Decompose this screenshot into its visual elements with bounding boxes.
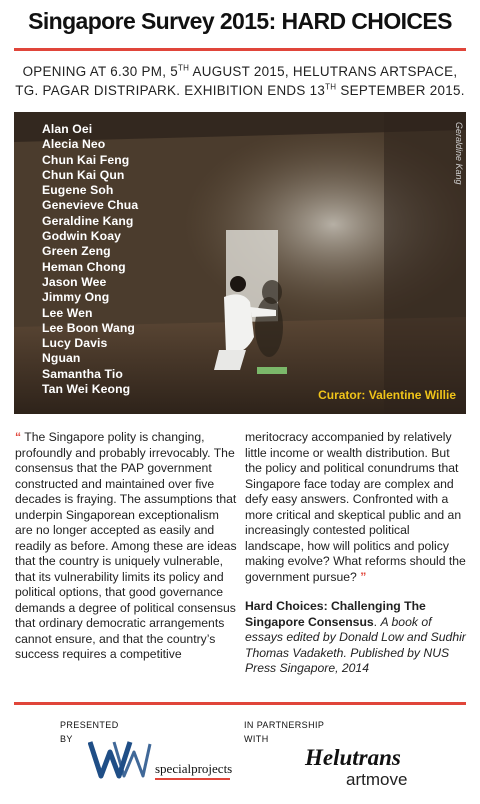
artist-name: Chun Kai Qun bbox=[42, 167, 125, 182]
artist-name: Samantha Tio bbox=[42, 366, 123, 381]
artist-name: Green Zeng bbox=[42, 244, 111, 259]
book-title: Hard Choices: Challenging The Singapore Consensus bbox=[245, 599, 426, 629]
wv-logo bbox=[88, 738, 152, 780]
quote-paragraph-2: meritocracy accompanied by relatively little income or wealth distribution. But the policy and political conundrums that Singapore face today are complex and defy easy answers. Confronted with a more critical and skeptical public and an increasingly contested political landscape, how will politics and policy making evolve? What reforms should the government pursue? ” bbox=[245, 430, 466, 584]
artist-list bbox=[42, 122, 138, 397]
top-divider bbox=[14, 48, 466, 51]
presented-by-label: PRESENTED BY bbox=[60, 720, 119, 744]
artist-name: Alan Oei bbox=[42, 122, 93, 136]
quote-column-right bbox=[245, 430, 467, 677]
partnership-label: IN PARTNERSHIP WITH bbox=[244, 720, 325, 744]
artist-name: Nguan bbox=[42, 351, 81, 366]
photo-credit: Geraldine Kang bbox=[454, 122, 464, 185]
event-line-2: TG. PAGAR DISTRIPARK. EXHIBITION ENDS 13TH SEPTEMBER 2015. bbox=[15, 82, 465, 98]
artist-name: Lucy Davis bbox=[42, 336, 108, 351]
artist-name: Genevieve Chua bbox=[42, 198, 139, 213]
artist-name: Eugene Soh bbox=[42, 183, 114, 198]
event-line-1: OPENING AT 6.30 PM, 5TH AUGUST 2015, HELUTRANS ARTSPACE, bbox=[22, 63, 458, 79]
close-quote-mark: ” bbox=[360, 569, 367, 584]
artmove-logo-text: artmove bbox=[346, 770, 408, 789]
quote-column-left bbox=[15, 430, 237, 663]
artist-name: Alecia Neo bbox=[42, 137, 106, 152]
exhibition-photo bbox=[14, 112, 466, 414]
quote-paragraph-1: “ The Singapore polity is changing, profoundly and probably irrevocably. The consensus that the PAP government constructed and maintained over five decades is fraying. The assumptions that underpin Singaporean exceptionalism are no longer accepted as easily and readily as before. Among these are ideas that the country is uniquely vulnerable, that its vulnerability limits its policy and political options, that good governance demands a degree of political consensus that ordinary democratic arrangements cannot ensure, and that the country’s success requires a competitive bbox=[15, 430, 237, 661]
event-details bbox=[14, 62, 466, 100]
book-citation: Hard Choices: Challenging The Singapore Consensus. A book of essays edited by Donald Low and Sudhir Thomas Vadaketh. Published by NUS Press Singapore, 2014 bbox=[245, 599, 466, 675]
open-quote-mark: “ bbox=[15, 430, 22, 444]
artist-name: Lee Wen bbox=[42, 305, 93, 320]
page-title: Singapore Survey 2015: HARD CHOICES bbox=[28, 8, 452, 34]
curator-label: Curator: Valentine Willie bbox=[318, 388, 456, 402]
artist-name: Tan Wei Keong bbox=[42, 382, 131, 397]
artist-name: Chun Kai Feng bbox=[42, 152, 130, 167]
artist-name: Heman Chong bbox=[42, 259, 126, 274]
helutrans-logo: Helutrans bbox=[305, 745, 401, 770]
footer-divider bbox=[14, 702, 466, 705]
special-projects-underline bbox=[155, 778, 230, 780]
artist-name: Jimmy Ong bbox=[42, 290, 110, 305]
artist-name: Godwin Koay bbox=[42, 229, 121, 244]
artist-name: Jason Wee bbox=[42, 274, 107, 289]
book-details: A book of essays edited by Donald Low and Sudhir Thomas Vadaketh. Published by NUS Press Singapore, 2014 bbox=[245, 614, 466, 675]
special-projects-text: specialprojects bbox=[155, 761, 233, 776]
artist-name: Lee Boon Wang bbox=[42, 320, 135, 335]
artist-name: Geraldine Kang bbox=[42, 213, 134, 228]
